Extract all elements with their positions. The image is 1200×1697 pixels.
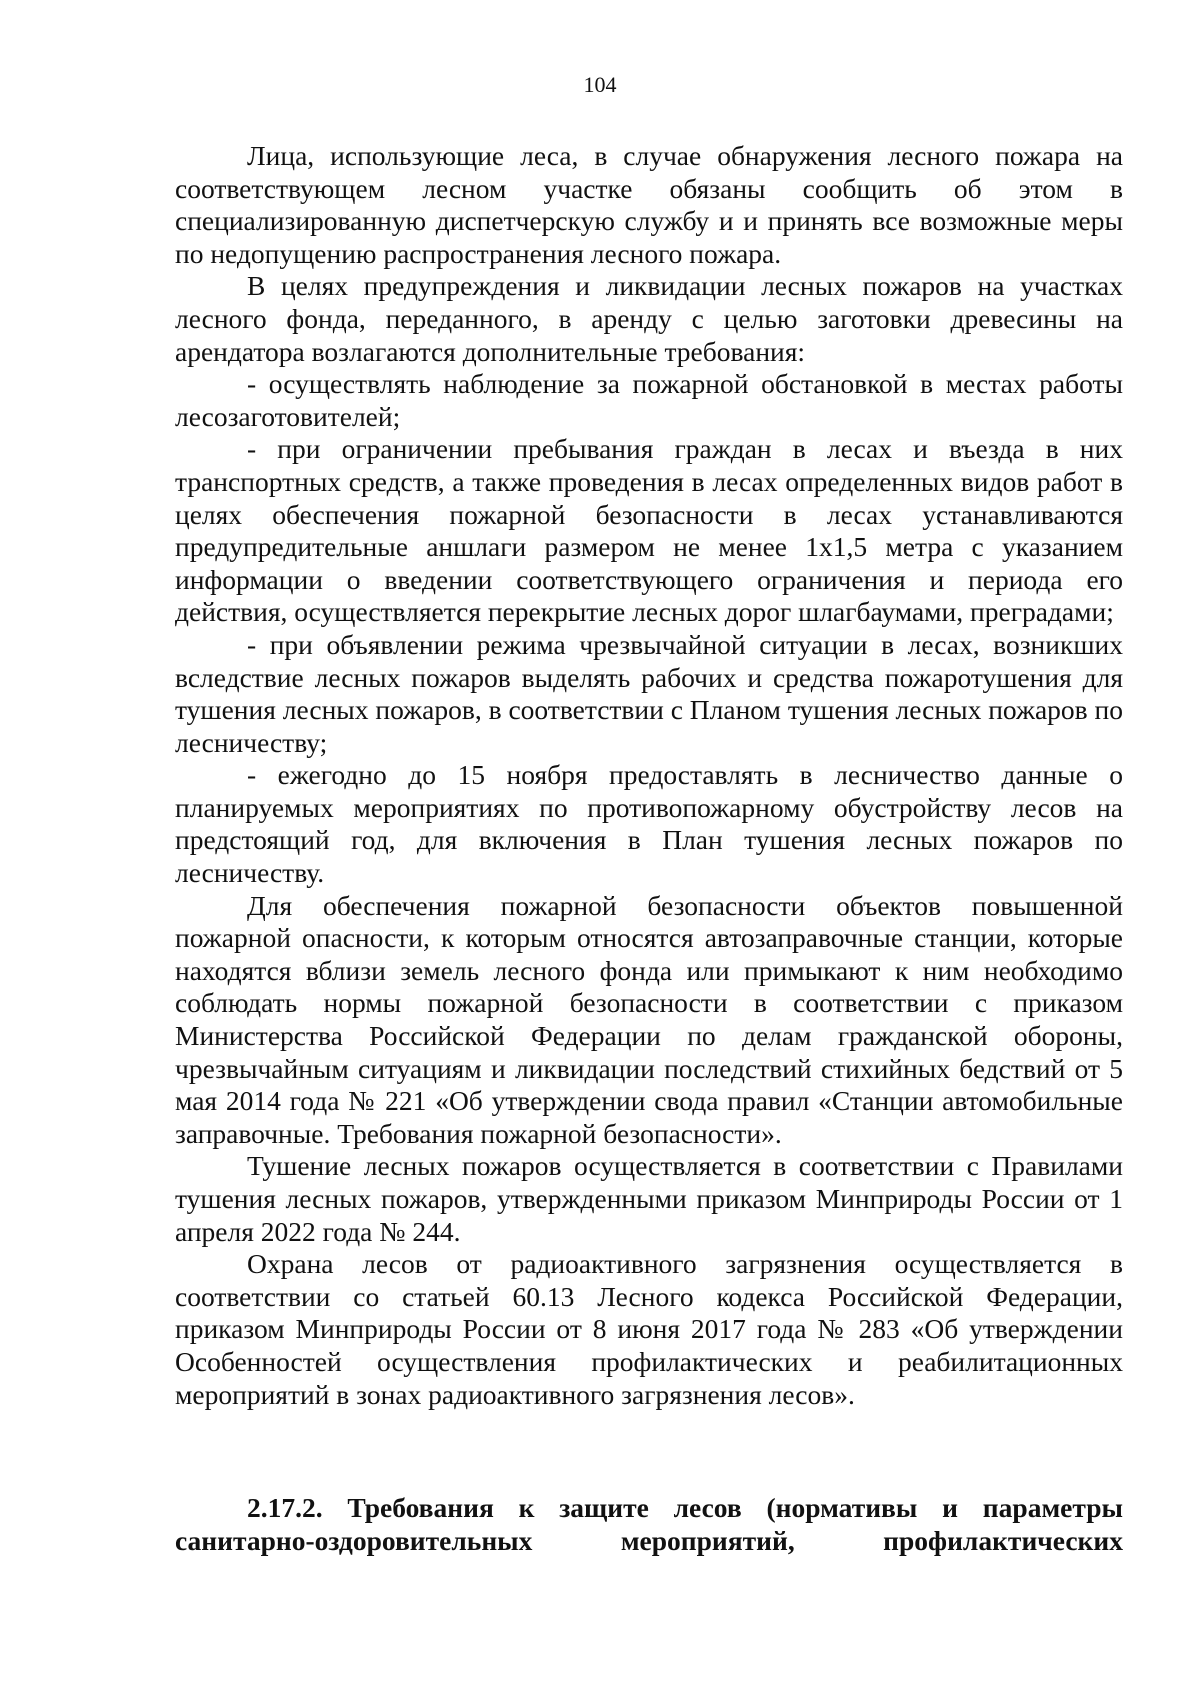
paragraph-fire-suppression: Тушение лесных пожаров осуществляется в соответствии с Правилами тушения лесных пожаров, утвержденными приказом Минприроды России от 1 апреля 2022 года № 244.: [175, 1150, 1123, 1247]
paragraph-radioactive-protection: Охрана лесов от радиоактивного загрязнения осуществляется в соответствии со статьей 60.13 Лесного кодекса Российской Федерации, приказом Минприроды России от 8 июня 2017 года № 283 «Об утверждении Особенностей осуществления профилактических и реабилитационных мероприятий в зонах радиоактивного загрязнения лесов».: [175, 1248, 1123, 1410]
list-item-annual-report: - ежегодно до 15 ноября предоставлять в лесничество данные о планируемых мероприятиях по противопожарному обустройству лесов на предстоящий год, для включения в План тушения лесных пожаров по лесничеству.: [175, 759, 1123, 889]
paragraph-gas-stations: Для обеспечения пожарной безопасности объектов повышенной пожарной опасности, к которым относятся автозаправочные станции, которые находятся вблизи земель лесного фонда или примыкают к ним необходимо соблюдать нормы пожарной безопасности в соответствии с приказом Министерства Российской Федерации по делам гражданской обороны, чрезвычайным ситуациям и ликвидации последствий стихийных бедствий от 5 мая 2014 года № 221 «Об утверждении свода правил «Станции автомобильные заправочные. Требования пожарной безопасности».: [175, 889, 1123, 1149]
page-body: [175, 140, 1123, 1557]
list-item-access-restriction: - при ограничении пребывания граждан в лесах и въезда в них транспортных средств, а также проведения в лесах определенных видов работ в целях обеспечения пожарной безопасности в лесах устанавливаются предупредительные аншлаги размером не менее 1х1,5 метра с указанием информации о введении соответствующего ограничения и периода его действия, осуществляется перекрытие лесных дорог шлагбаумами, преградами;: [175, 433, 1123, 628]
paragraph-lessee-requirements: В целях предупреждения и ликвидации лесных пожаров на участках лесного фонда, переданного, в аренду с целью заготовки древесины на арендатора возлагаются дополнительные требования:: [175, 270, 1123, 367]
list-item-fire-monitoring: - осуществлять наблюдение за пожарной обстановкой в местах работы лесозаготовителей;: [175, 368, 1123, 432]
page-number: 104: [583, 72, 617, 97]
list-item-emergency-resources: - при объявлении режима чрезвычайной ситуации в лесах, возникших вследствие лесных пожаров выделять рабочих и средства пожаротушения для тушения лесных пожаров, в соответствии с Планом тушения лесных пожаров по лесничеству;: [175, 628, 1124, 758]
section-heading: 2.17.2. Требования к защите лесов (нормативы и параметры санитарно-оздоровительных мероприятий, профилактических: [175, 1492, 1123, 1557]
paragraph-fire-reporting: Лица, использующие леса, в случае обнаружения лесного пожара на соответствующем лесном участке обязаны сообщить об этом в специализированную диспетчерскую службу и и принять все возможные меры по недопущению распространения лесного пожара.: [175, 140, 1123, 269]
